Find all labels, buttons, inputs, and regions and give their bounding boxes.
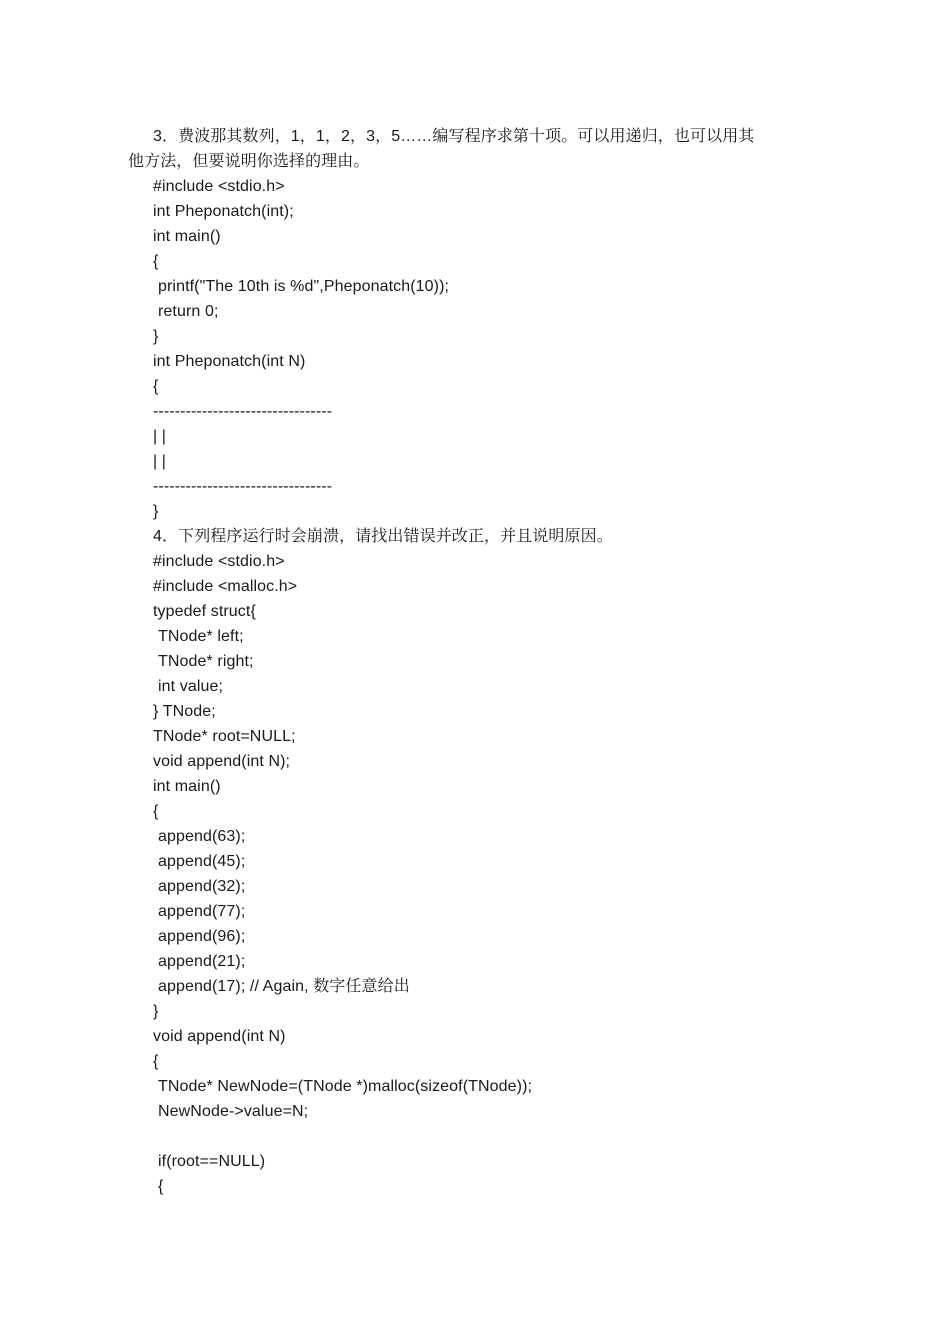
code-line: int main() xyxy=(153,778,221,795)
code-line: if(root==NULL) xyxy=(158,1153,266,1170)
code-line: NewNode->value=N; xyxy=(158,1103,309,1120)
code-line: } xyxy=(153,328,159,345)
code-line: typedef struct{ xyxy=(153,603,256,620)
code-line: append(32); xyxy=(158,878,246,895)
code-line: } xyxy=(153,503,159,520)
code-line: int Pheponatch(int N) xyxy=(153,353,306,370)
code-line: TNode* right; xyxy=(158,653,254,670)
code-line: #include <malloc.h> xyxy=(153,578,298,595)
code-line: printf("The 10th is %d",Pheponatch(10)); xyxy=(158,278,450,295)
code-line: void append(int N) xyxy=(153,1028,286,1045)
code-line: { xyxy=(158,1178,164,1195)
code-line: #include <stdio.h> xyxy=(153,553,285,570)
code-line: int main() xyxy=(153,228,221,245)
blank-line xyxy=(128,1124,828,1149)
code-line: TNode* NewNode=(TNode *)malloc(sizeof(TNode)); xyxy=(158,1078,533,1095)
code-line: { xyxy=(153,378,159,395)
code-line: | | xyxy=(153,428,167,445)
code-line: } xyxy=(153,1003,159,1020)
code-line: append(77); xyxy=(158,903,246,920)
code-line: --------------------------------- xyxy=(153,403,333,420)
question-text-line: 3．费波那其数列，1，1，2，3，5……编写程序求第十项。可以用递归，也可以用其 xyxy=(153,128,755,145)
question-text-line: 4．下列程序运行时会崩溃，请找出错误并改正，并且说明原因。 xyxy=(153,528,613,545)
code-line: { xyxy=(153,253,159,270)
code-line: TNode* left; xyxy=(158,628,244,645)
document-content xyxy=(128,124,828,1199)
code-line: return 0; xyxy=(158,303,219,320)
code-line: append(45); xyxy=(158,853,246,870)
code-line: void append(int N); xyxy=(153,753,291,770)
code-line: append(21); xyxy=(158,953,246,970)
code-line: | | xyxy=(153,453,167,470)
code-line: int Pheponatch(int); xyxy=(153,203,294,220)
code-line: append(17); // Again, 数字任意给出 xyxy=(158,978,410,995)
code-line: TNode* root=NULL; xyxy=(153,728,296,745)
code-line: int value; xyxy=(158,678,224,695)
code-line: #include <stdio.h> xyxy=(153,178,285,195)
code-line: { xyxy=(153,1053,159,1070)
code-line: append(63); xyxy=(158,828,246,845)
code-line: --------------------------------- xyxy=(153,478,333,495)
code-line: append(96); xyxy=(158,928,246,945)
code-line: } TNode; xyxy=(153,703,216,720)
code-line: { xyxy=(153,803,159,820)
question-text-line: 他方法，但要说明你选择的理由。 xyxy=(128,153,370,170)
